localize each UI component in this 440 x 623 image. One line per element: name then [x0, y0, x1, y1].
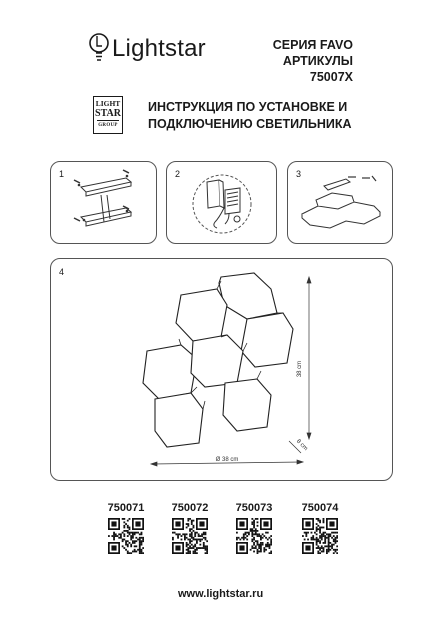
- series-name: СЕРИЯ FAVO: [272, 38, 353, 52]
- qr-code-750071[interactable]: [108, 518, 144, 554]
- article-qr-row: [98, 502, 358, 572]
- step-3-panel: [287, 161, 393, 244]
- badge-line-2: STAR: [95, 108, 121, 119]
- step-1-panel: [50, 161, 157, 244]
- qr-code-750074[interactable]: [302, 518, 338, 554]
- instruction-line-2: ПОДКЛЮЧЕНИЮ СВЕТИЛЬНИКА: [148, 117, 352, 131]
- fixture-mounting-illustration: [288, 162, 392, 243]
- height-label: 38 cm: [297, 360, 303, 378]
- step-4-panel: [50, 258, 393, 481]
- step-1-number: 1: [59, 169, 65, 179]
- brand-name: Lightstar: [112, 35, 206, 62]
- step-2-number: 2: [175, 169, 181, 179]
- website-link[interactable]: www.lightstar.ru: [178, 588, 264, 600]
- wiring-connection-illustration: [167, 162, 276, 243]
- article-750073: 750073: [235, 502, 273, 514]
- badge-line-1: LIGHT: [95, 99, 121, 108]
- depth-label: 8 cm: [294, 438, 309, 453]
- article-750074: 750074: [301, 502, 339, 514]
- hexagon-fixture-illustration: [51, 259, 392, 480]
- article-750072: 750072: [171, 502, 209, 514]
- qr-code-750073[interactable]: [236, 518, 272, 554]
- step-4-number: 4: [59, 267, 65, 277]
- instruction-line-1: ИНСТРУКЦИЯ ПО УСТАНОВКЕ И: [148, 100, 348, 114]
- diameter-label: Ø 38 cm: [215, 457, 239, 463]
- step-2-panel: [166, 161, 277, 244]
- light-star-group-badge: [93, 96, 123, 134]
- qr-code-750072[interactable]: [172, 518, 208, 554]
- lightbulb-icon: [88, 30, 114, 70]
- series-block: [240, 37, 353, 85]
- instruction-title: [148, 99, 408, 133]
- article-750071: 750071: [107, 502, 145, 514]
- brand-logo: [88, 30, 238, 70]
- badge-line-3: GROUP: [98, 123, 118, 128]
- article-range: АРТИКУЛЫ 75007X: [282, 54, 353, 84]
- step-3-number: 3: [296, 169, 302, 179]
- mounting-bracket-illustration: [51, 162, 156, 243]
